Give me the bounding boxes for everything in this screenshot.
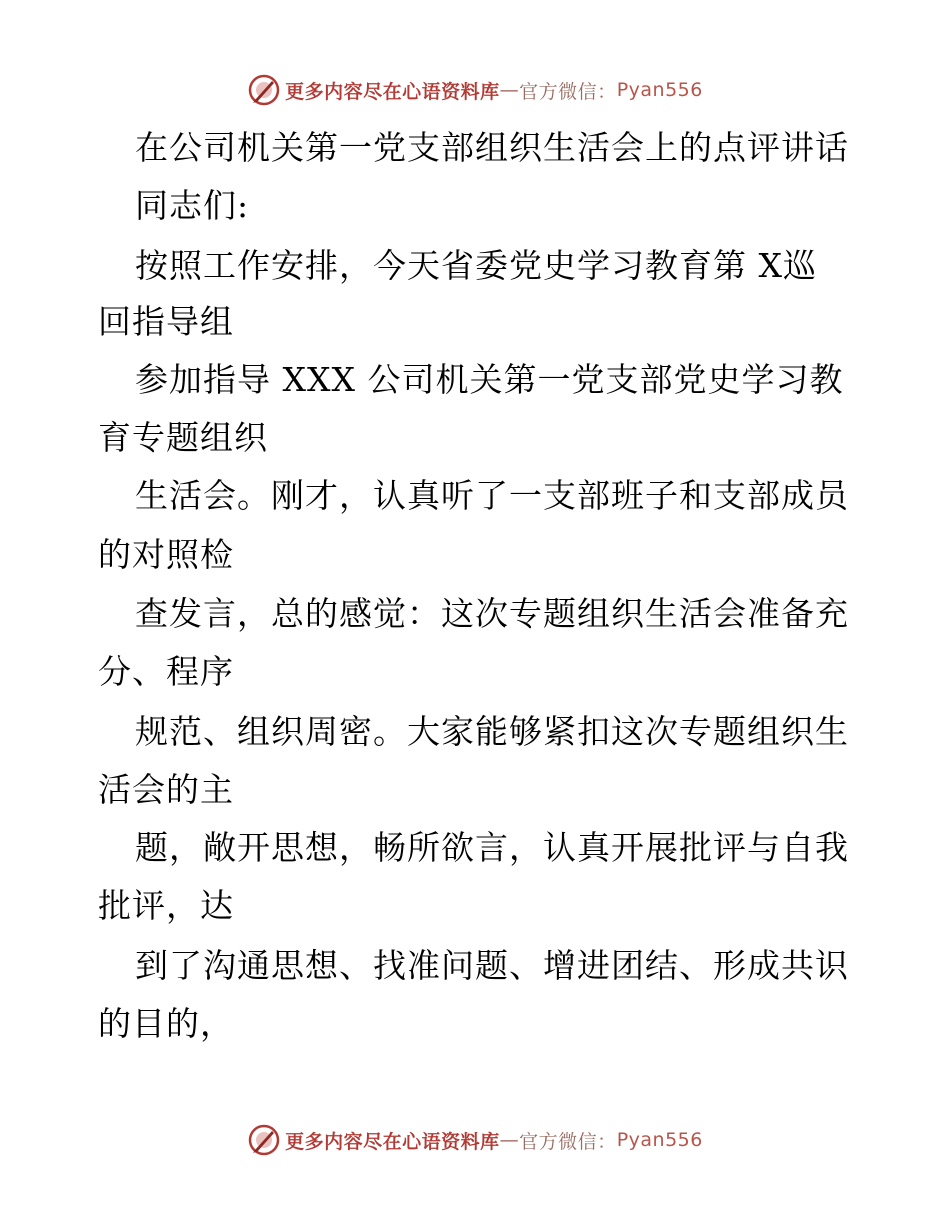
body-line: 题，敞开思想，畅所欲言，认真开展批评与自我 — [135, 828, 849, 867]
body-line: 回指导组 — [98, 302, 234, 341]
watermark-separator: — — [499, 1129, 520, 1151]
body-line: 批评，达 — [98, 886, 234, 925]
body-line: 的目的， — [98, 1004, 234, 1043]
watermark-wechat-label: 官方微信： — [519, 80, 617, 103]
quill-logo-icon — [247, 1123, 281, 1157]
document-title: 在公司机关第一党支部组织生活会上的点评讲话 — [135, 128, 849, 167]
body-line: 到了沟通思想、找准问题、增进团结、形成共识 — [135, 946, 849, 985]
header-watermark — [0, 70, 950, 110]
watermark-brand: 更多内容尽在心语资料库 — [285, 80, 500, 103]
body-line: 按照工作安排，今天省委党史学习教育第 X巡 — [135, 246, 817, 285]
body-line: 育专题组织 — [98, 418, 268, 457]
watermark-wechat-label: 官方微信： — [519, 1130, 617, 1153]
quill-logo-icon — [247, 73, 281, 107]
body-line: 参加指导 XXX 公司机关第一党支部党史学习教 — [135, 360, 844, 399]
body-line: 生活会。刚才，认真听了一支部班子和支部成员 — [135, 476, 849, 515]
watermark-separator: — — [499, 79, 520, 101]
body-line: 分、程序 — [98, 652, 234, 691]
body-line: 规范、组织周密。大家能够紧扣这次专题组织生 — [135, 712, 849, 751]
watermark-brand: 更多内容尽在心语资料库 — [285, 1130, 500, 1153]
body-line: 查发言，总的感觉：这次专题组织生活会准备充 — [135, 594, 849, 633]
body-line: 同志们: — [135, 186, 250, 225]
body-line: 活会的主 — [98, 770, 234, 809]
body-line: 的对照检 — [98, 535, 234, 574]
watermark-wechat-id: Pyan556 — [616, 1129, 703, 1151]
footer-watermark — [0, 1120, 950, 1160]
watermark-wechat-id: Pyan556 — [616, 79, 703, 101]
